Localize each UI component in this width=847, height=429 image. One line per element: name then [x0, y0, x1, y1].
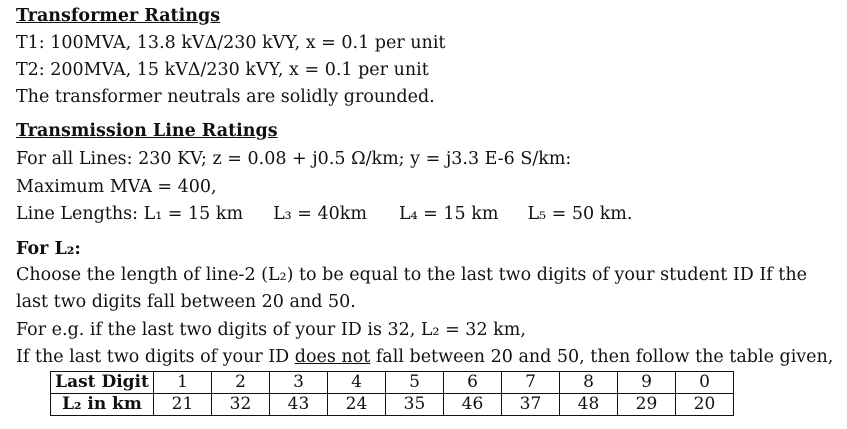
l2-rule-underlined: does not — [294, 347, 371, 367]
l2-rule — [16, 346, 833, 368]
transformer-heading: Transformer Ratings — [16, 6, 221, 26]
line-length-l3: L₃ = 40km — [273, 204, 367, 224]
table-cell-length: 29 — [618, 394, 676, 416]
table-cell-digit: 4 — [328, 372, 386, 394]
table-cell-digit: 1 — [154, 372, 212, 394]
line-lengths — [16, 203, 632, 225]
length-table — [50, 371, 734, 416]
l2-example: For e.g. if the last two digits of your ID is 32, L₂ = 32 km, — [16, 320, 526, 340]
table-cell-length: 35 — [386, 394, 444, 416]
line-ratings-heading: Transmission Line Ratings — [16, 121, 278, 141]
line-length-l1: Line Lengths: L₁ = 15 km — [16, 204, 244, 224]
line-length-l4: L₄ = 15 km — [398, 204, 499, 224]
table-cell-length: 48 — [560, 394, 618, 416]
table-cell-length: 37 — [502, 394, 560, 416]
table-cell-digit: 9 — [618, 372, 676, 394]
table-row-lengths — [51, 394, 734, 416]
table-cell-length: 46 — [444, 394, 502, 416]
table-cell-digit: 8 — [560, 372, 618, 394]
table-row-digits — [51, 372, 734, 394]
table-header-last-digit: Last Digit — [51, 372, 154, 394]
table-cell-length: 21 — [154, 394, 212, 416]
l2-heading: For L₂: — [16, 239, 81, 259]
table-cell-digit: 6 — [444, 372, 502, 394]
line-length-l5: L₅ = 50 km. — [527, 204, 633, 224]
l2-paragraph-2: last two digits fall between 20 and 50. — [16, 292, 356, 312]
table-cell-length: 32 — [212, 394, 270, 416]
table-header-l2-km: L₂ in km — [51, 394, 154, 416]
l2-paragraph-1: Choose the length of line-2 (L₂) to be equal to the last two digits of your student ID If the — [16, 265, 807, 285]
table-cell-length: 43 — [270, 394, 328, 416]
table-cell-digit: 7 — [502, 372, 560, 394]
l2-rule-start: If the last two digits of your ID — [16, 347, 295, 367]
table-cell-length: 24 — [328, 394, 386, 416]
max-mva: Maximum MVA = 400, — [16, 177, 217, 197]
table-cell-digit: 2 — [212, 372, 270, 394]
all-lines-spec: For all Lines: 230 KV; z = 0.08 + j0.5 Ω/km; y = j3.3 E-6 S/km: — [16, 149, 572, 169]
table-cell-digit: 0 — [676, 372, 734, 394]
t1-rating: T1: 100MVA, 13.8 kVΔ/230 kVY, x = 0.1 per unit — [16, 33, 446, 53]
t2-rating: T2: 200MVA, 15 kVΔ/230 kVY, x = 0.1 per unit — [16, 60, 429, 80]
l2-rule-end: fall between 20 and 50, then follow the table given, — [370, 347, 834, 367]
table-cell-digit: 5 — [386, 372, 444, 394]
neutral-note: The transformer neutrals are solidly grounded. — [16, 87, 435, 107]
table-cell-digit: 3 — [270, 372, 328, 394]
table-cell-length: 20 — [676, 394, 734, 416]
